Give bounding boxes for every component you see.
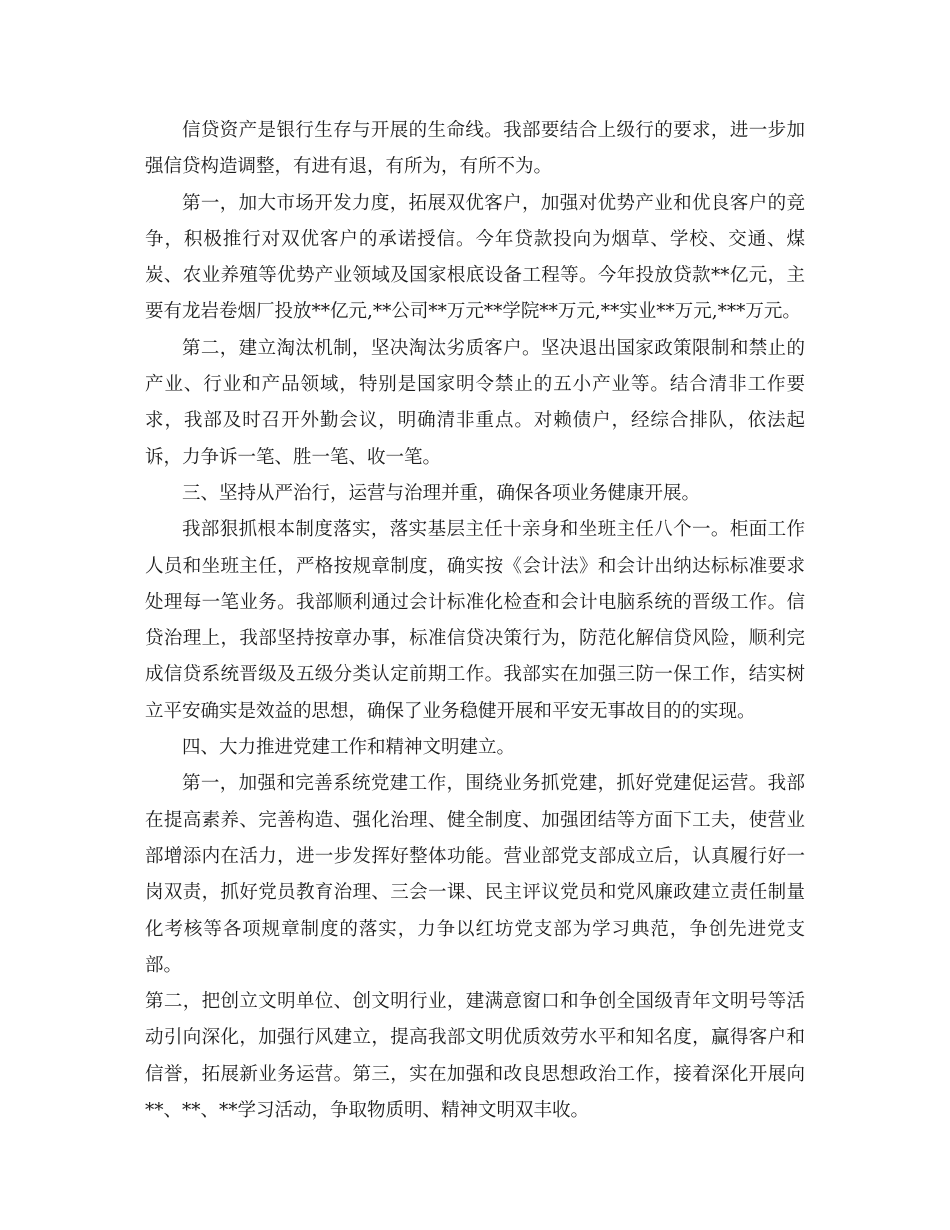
section-heading-party-building: 四、大力推进党建工作和精神文明建立。: [182, 737, 516, 759]
paragraph-party-building-work: 第一，加强和完善系统党建工作，围绕业务抓党建，抓好党建促运营。我部在提高素养、完善构造、强化治理、健全制度、加强团结等方面下工夫，使营业部增添内在活力，进一步发挥好整体功能。营业部党支部成立后，认真履行好一岗双责，抓好党员教育治理、三会一课、民主评议党员和党风廉政建立责任制量化考核等各项规章制度的落实，力争以红坊党支部为学习典范，争创先进党支部。: [145, 773, 805, 976]
paragraph-civilization-creation: 第二，把创立文明单位、创文明行业，建满意窗口和争创全国级青年文明号等活动引向深化，加强行风建立，提高我部文明优质效劳水平和知名度，赢得客户和信誉，拓展新业务运营。第三，实在加强和改良思想政治工作，接着深化开展向**、**、**学习活动，争取物质明、精神文明双丰收。: [145, 991, 805, 1122]
paragraph-elimination-mechanism: 第二，建立淘汰机制，坚决淘汰劣质客户。坚决退出国家政策限制和禁止的产业、行业和产品领域，特别是国家明令禁止的五小产业等。结合清非工作要求，我部及时召开外勤会议，明确清非重点。对赖债户，经综合排队，依法起诉，力争诉一笔、胜一笔、收一笔。: [145, 337, 805, 468]
paragraph-system-implementation: 我部狠抓根本制度落实，落实基层主任十亲身和坐班主任八个一。柜面工作人员和坐班主任，严格按规章制度，确实按《会计法》和会计出纳达标标准要求处理每一笔业务。我部顺利通过会计标准化检查和会计电脑系统的晋级工作。信贷治理上，我部坚持按章办事，标准信贷决策行为，防范化解信贷风险，顺利完成信贷系统晋级及五级分类认定前期工作。我部实在加强三防一保工作，结实树立平安确实是效益的思想，确保了业务稳健开展和平安无事故目的的实现。: [145, 519, 805, 722]
document-body: [145, 113, 805, 1129]
paragraph-market-development: 第一，加大市场开发力度，拓展双优客户，加强对优势产业和优良客户的竞争，积极推行对双优客户的承诺授信。今年贷款投向为烟草、学校、交通、煤炭、农业养殖等优势产业领域及国家根底设备工程等。今年投放贷款**亿元，主要有龙岩卷烟厂投放**亿元,**公司**万元**学院**万元,**实业**万元,***万元。: [145, 192, 805, 323]
section-heading-strict-management: 三、坚持从严治行，运营与治理并重，确保各项业务健康开展。: [182, 482, 701, 504]
paragraph-credit-assets: 信贷资产是银行生存与开展的生命线。我部要结合上级行的要求，进一步加强信贷构造调整，有进有退，有所为，有所不为。: [145, 120, 805, 178]
